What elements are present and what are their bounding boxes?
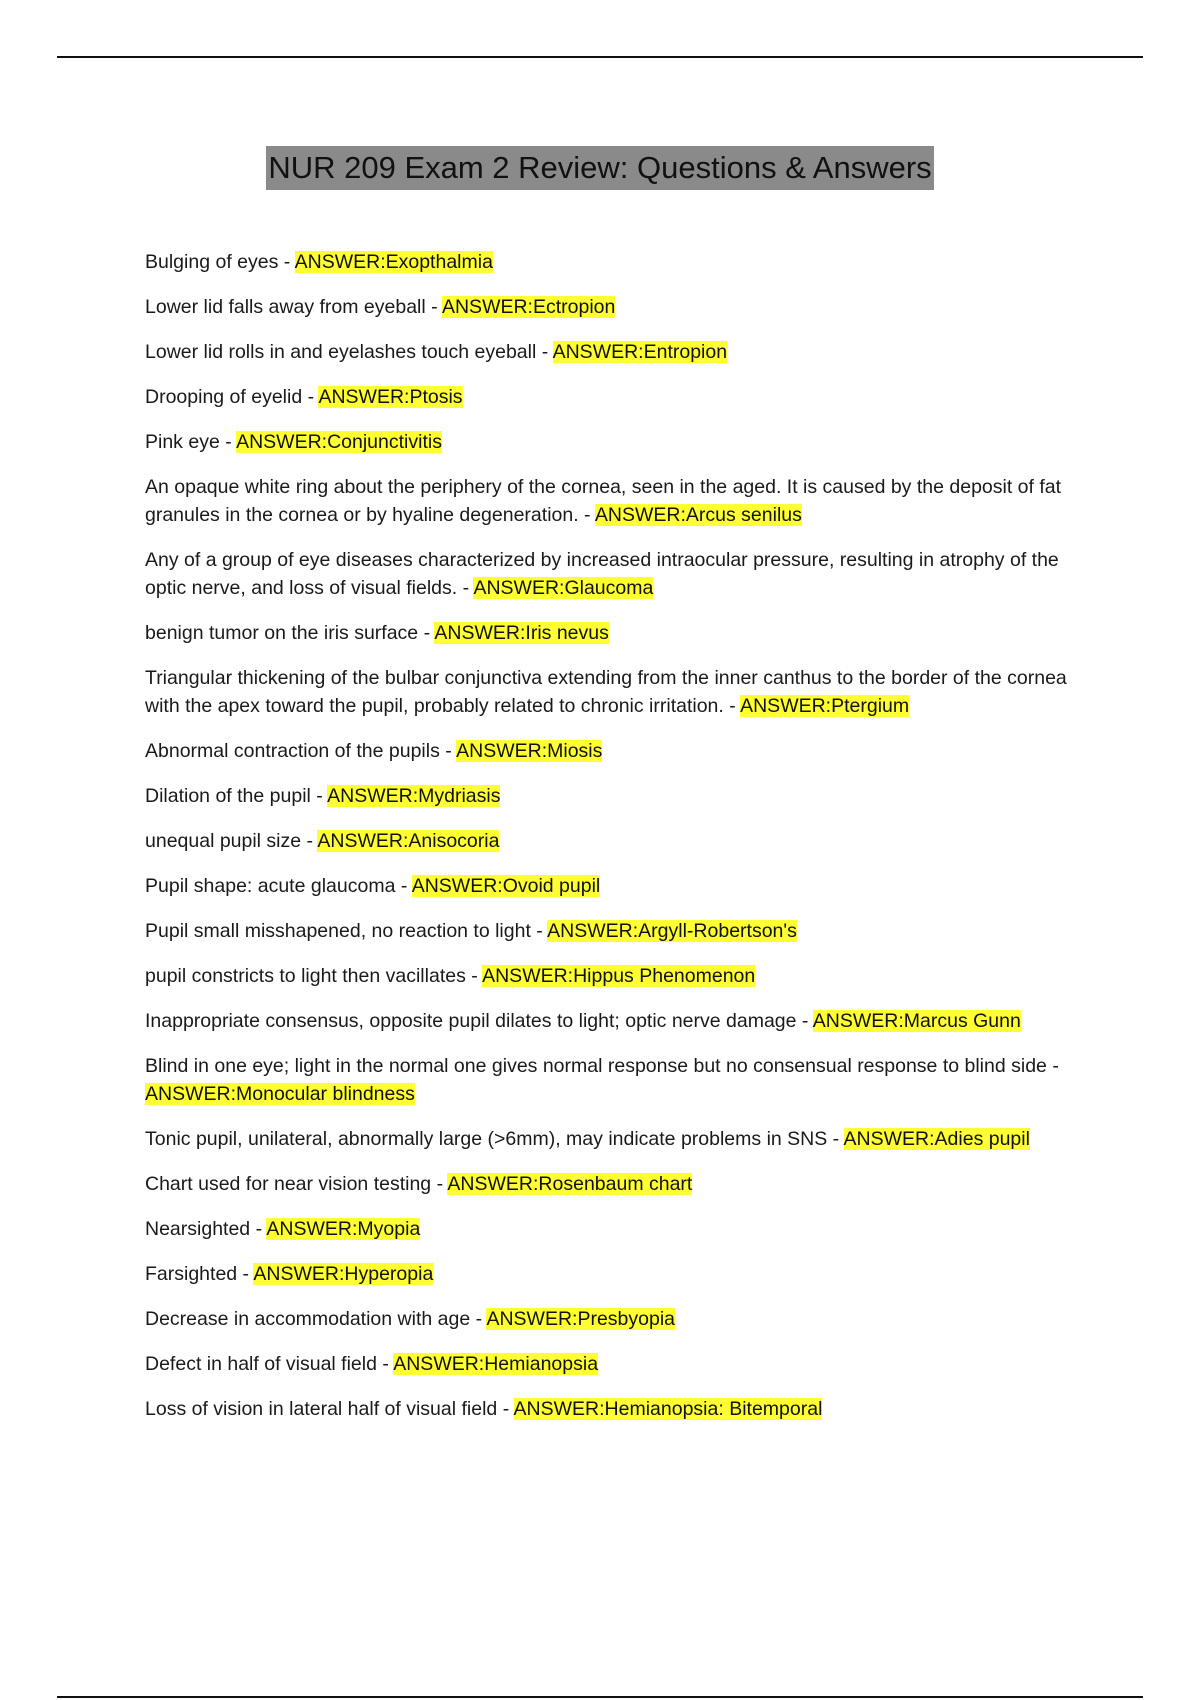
separator: - — [796, 1010, 813, 1032]
qa-item — [145, 1125, 1085, 1153]
separator: - — [536, 341, 553, 363]
answer-text: ANSWER:Entropion — [552, 341, 728, 363]
qa-item — [145, 827, 1085, 855]
qa-item — [145, 737, 1085, 765]
question-text: Drooping of eyelid — [145, 386, 303, 408]
question-text: Dilation of the pupil — [145, 785, 311, 807]
answer-text: ANSWER:Ectropion — [441, 296, 616, 318]
qa-item — [145, 1052, 1085, 1108]
question-text: Defect in half of visual field — [145, 1353, 377, 1375]
separator: - — [497, 1398, 514, 1420]
qa-item — [145, 248, 1085, 276]
answer-text: ANSWER:Anisocoria — [317, 830, 500, 852]
question-text: Bulging of eyes — [145, 251, 279, 273]
separator: - — [425, 296, 442, 318]
qa-item — [145, 293, 1085, 321]
question-text: Nearsighted — [145, 1218, 251, 1240]
question-text: Lower lid falls away from eyeball — [145, 296, 426, 318]
answer-text: ANSWER:Presbyopia — [486, 1308, 676, 1330]
qa-item — [145, 338, 1085, 366]
question-text: Abnormal contraction of the pupils — [145, 740, 440, 762]
answer-text: ANSWER:Mydriasis — [327, 785, 501, 807]
title-container — [0, 146, 1200, 190]
qa-item — [145, 1305, 1085, 1333]
answer-text: ANSWER:Ptosis — [318, 386, 463, 408]
answer-text: ANSWER:Glaucoma — [473, 577, 654, 599]
separator: - — [465, 965, 483, 987]
separator: - — [470, 1308, 487, 1330]
page-title: NUR 209 Exam 2 Review: Questions & Answers — [266, 146, 933, 190]
qa-item — [145, 428, 1085, 456]
qa-item — [145, 917, 1085, 945]
qa-item — [145, 473, 1085, 529]
separator: - — [302, 386, 319, 408]
question-text: Pupil shape: acute glaucoma — [145, 875, 396, 897]
separator: - — [827, 1128, 844, 1150]
question-text: Inappropriate consensus, opposite pupil dilates to light; optic nerve damage — [145, 1010, 797, 1032]
answer-text: ANSWER:Conjunctivitis — [236, 431, 442, 453]
qa-item — [145, 664, 1085, 720]
separator: - — [395, 875, 412, 897]
question-text: pupil constricts to light then vacillates — [145, 965, 466, 987]
answer-text: ANSWER:Marcus Gunn — [812, 1010, 1021, 1032]
separator: - — [431, 1173, 448, 1195]
answer-text: ANSWER:Ovoid pupil — [411, 875, 601, 897]
separator: - — [278, 251, 295, 273]
qa-item — [145, 1260, 1085, 1288]
question-text: Decrease in accommodation with age — [145, 1308, 471, 1330]
question-text: unequal pupil size — [145, 830, 302, 852]
answer-text: ANSWER:Ptergium — [740, 695, 910, 717]
qa-list — [145, 248, 1085, 1440]
separator: - — [439, 740, 457, 762]
separator: - — [250, 1218, 267, 1240]
qa-item — [145, 782, 1085, 810]
qa-item — [145, 1395, 1085, 1423]
question-text: Farsighted — [145, 1263, 238, 1285]
answer-text: ANSWER:Arcus senilus — [594, 504, 802, 526]
qa-item — [145, 619, 1085, 647]
answer-text: ANSWER:Monocular blindness — [145, 1083, 415, 1105]
answer-text: ANSWER:Hippus Phenomenon — [482, 965, 756, 987]
separator: - — [530, 920, 548, 942]
question-text: Any of a group of eye diseases characterized by increased intraocular pressure, resulting in atrophy of the optic nerve, and loss of visual fields. — [145, 549, 1059, 599]
qa-item — [145, 1007, 1085, 1035]
question-text: An opaque white ring about the periphery of the cornea, seen in the aged. It is caused by the deposit of fat granules in the cornea or by hyaline degeneration. — [145, 476, 1062, 526]
question-text: Blind in one eye; light in the normal one gives normal response but no consensual response to blind side — [145, 1055, 1047, 1077]
separator: - — [237, 1263, 254, 1285]
question-text: benign tumor on the iris surface — [145, 622, 419, 644]
separator: - — [723, 695, 741, 717]
separator: - — [219, 431, 237, 453]
answer-text: ANSWER:Rosenbaum chart — [447, 1173, 693, 1195]
answer-text: ANSWER:Adies pupil — [843, 1128, 1030, 1150]
answer-text: ANSWER:Hyperopia — [253, 1263, 434, 1285]
separator: - — [418, 622, 435, 644]
answer-text: ANSWER:Hemianopsia — [393, 1353, 599, 1375]
qa-item — [145, 1170, 1085, 1198]
answer-text: ANSWER:Myopia — [266, 1218, 421, 1240]
qa-item — [145, 962, 1085, 990]
separator: - — [310, 785, 328, 807]
separator: - — [578, 504, 595, 526]
question-text: Loss of vision in lateral half of visual field — [145, 1398, 498, 1420]
separator: - — [301, 830, 318, 852]
answer-text: ANSWER:Argyll-Robertson's — [547, 920, 797, 942]
qa-item — [145, 1215, 1085, 1243]
qa-item — [145, 1350, 1085, 1378]
question-text: Triangular thickening of the bulbar conjunctiva extending from the inner canthus to the border of the cornea with the apex toward the pupil, probably related to chronic irritation. — [145, 667, 1067, 717]
qa-item — [145, 383, 1085, 411]
question-text: Chart used for near vision testing — [145, 1173, 432, 1195]
separator: - — [376, 1353, 394, 1375]
answer-text: ANSWER:Miosis — [456, 740, 603, 762]
qa-item — [145, 546, 1085, 602]
qa-item — [145, 872, 1085, 900]
answer-text: ANSWER:Hemianopsia: Bitemporal — [513, 1398, 823, 1420]
separator: - — [457, 577, 474, 599]
question-text: Pupil small misshapened, no reaction to light — [145, 920, 531, 942]
question-text: Pink eye — [145, 431, 220, 453]
bottom-rule — [57, 1696, 1143, 1698]
question-text: Tonic pupil, unilateral, abnormally large (>6mm), may indicate problems in SNS — [145, 1128, 828, 1150]
top-rule — [57, 56, 1143, 58]
question-text: Lower lid rolls in and eyelashes touch eyeball — [145, 341, 537, 363]
answer-text: ANSWER:Exopthalmia — [294, 251, 493, 273]
answer-text: ANSWER:Iris nevus — [434, 622, 609, 644]
separator: - — [1046, 1055, 1059, 1077]
